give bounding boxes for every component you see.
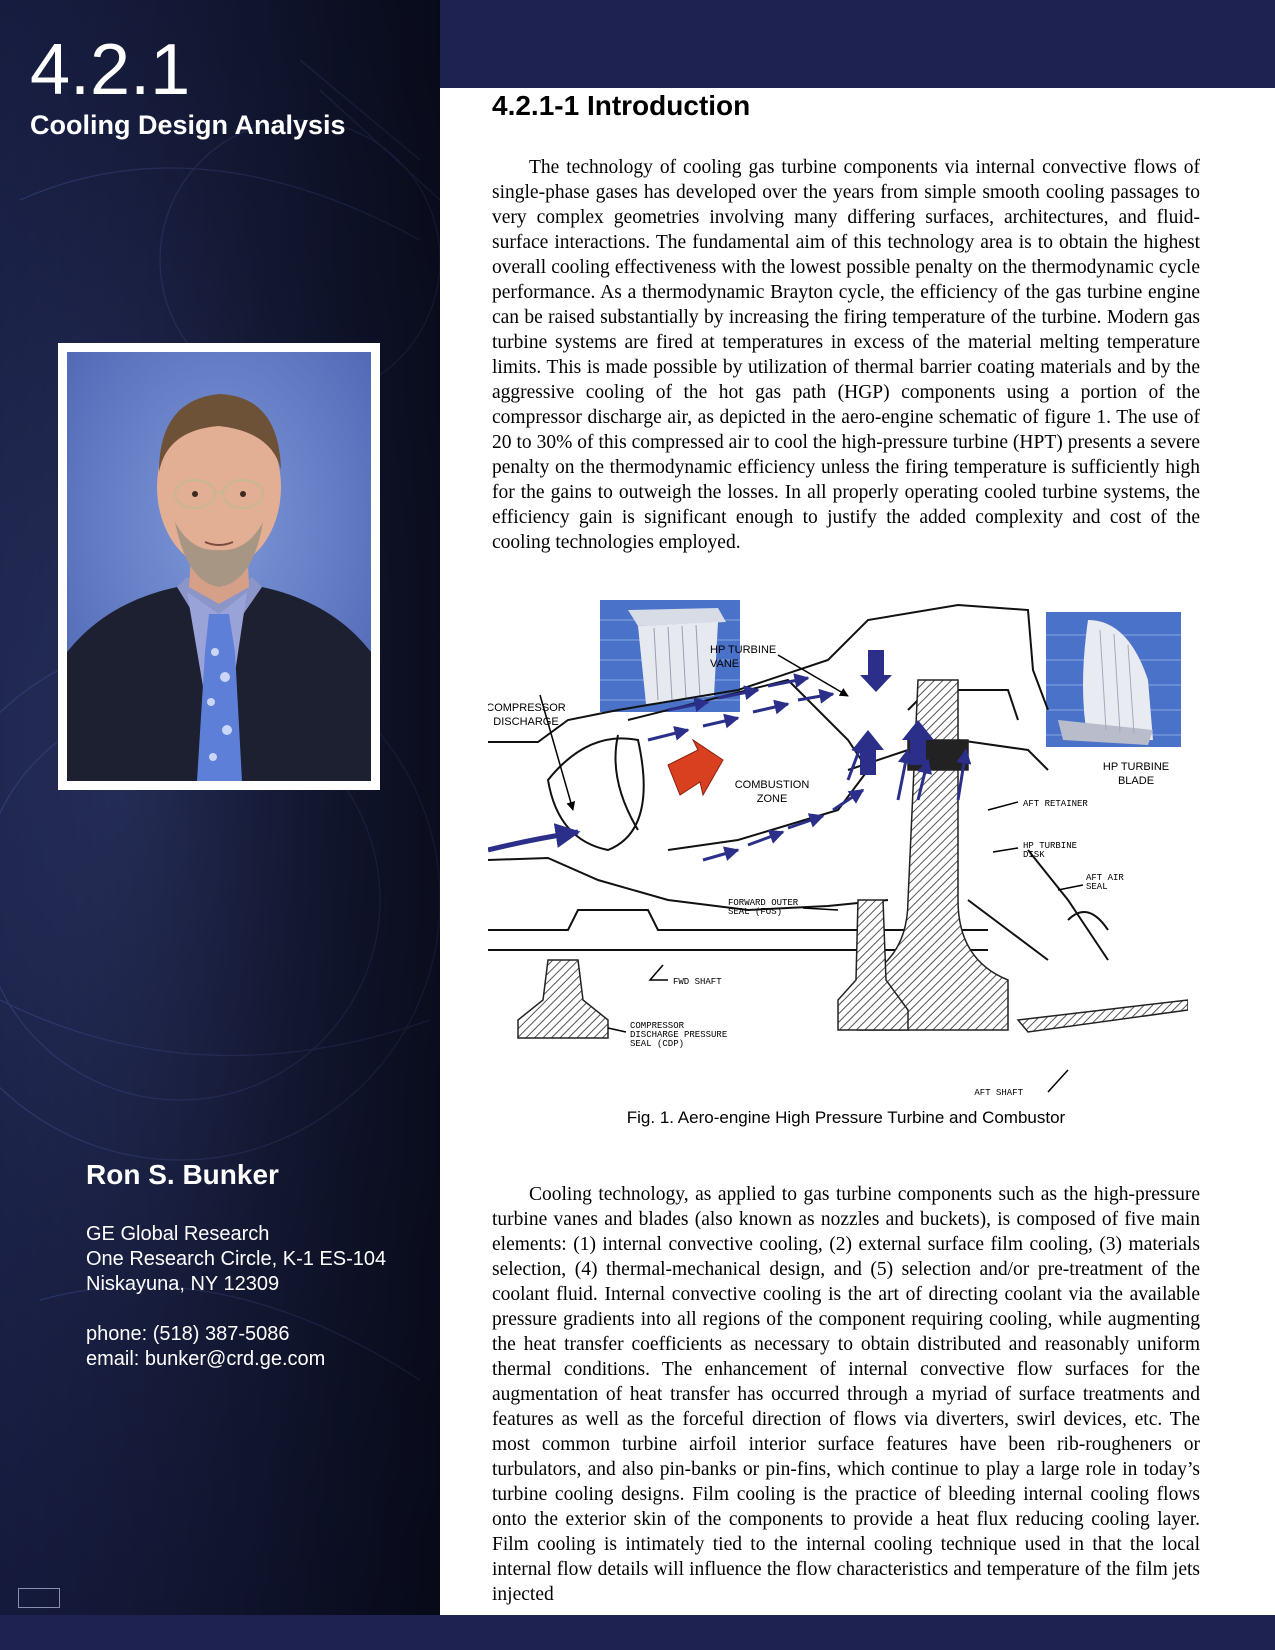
section-number: 4.2.1 bbox=[30, 30, 191, 110]
svg-text:COMPRESSOR: COMPRESSOR bbox=[630, 1021, 685, 1031]
organization: GE Global Research bbox=[86, 1223, 270, 1245]
svg-text:SEAL (FOS): SEAL (FOS) bbox=[728, 907, 783, 917]
vane-photo-inset bbox=[600, 600, 740, 712]
svg-text:FORWARD OUTER: FORWARD OUTER bbox=[728, 898, 799, 908]
svg-text:BLADE: BLADE bbox=[1117, 775, 1155, 787]
svg-text:AFT RETAINER: AFT RETAINER bbox=[1023, 799, 1088, 809]
author-photo bbox=[67, 352, 371, 781]
author-photo-frame bbox=[58, 343, 380, 790]
phone-number: phone: (518) 387-5086 bbox=[86, 1323, 290, 1345]
svg-text:AFT SHAFT: AFT SHAFT bbox=[974, 1088, 1023, 1098]
svg-text:SEAL: SEAL bbox=[1086, 882, 1108, 892]
combustion-arrow bbox=[668, 740, 723, 795]
address-line-1: One Research Circle, K-1 ES-104 bbox=[86, 1248, 387, 1270]
bottom-band bbox=[0, 1615, 1275, 1650]
svg-text:VANE: VANE bbox=[710, 658, 740, 670]
top-band bbox=[440, 0, 1275, 88]
engine-schematic-figure bbox=[488, 600, 1188, 1100]
sidebar-decoration bbox=[0, 0, 460, 1650]
author-contact bbox=[86, 1222, 386, 1372]
svg-text:FWD SHAFT: FWD SHAFT bbox=[673, 977, 722, 987]
email-address: email: bunker@crd.ge.com bbox=[86, 1348, 326, 1370]
address-line-2: Niskayuna, NY 12309 bbox=[86, 1273, 280, 1295]
svg-text:HP TURBINE: HP TURBINE bbox=[1102, 761, 1170, 773]
author-name: Ron S. Bunker bbox=[86, 1159, 279, 1190]
svg-text:SEAL (CDP): SEAL (CDP) bbox=[630, 1039, 685, 1049]
svg-text:HP TURBINE: HP TURBINE bbox=[1023, 841, 1078, 851]
svg-text:ZONE: ZONE bbox=[756, 793, 788, 805]
sidebar-panel bbox=[0, 0, 460, 1650]
section-heading: 4.2.1-1 Introduction bbox=[492, 90, 751, 121]
svg-text:COMBUSTION: COMBUSTION bbox=[734, 779, 810, 791]
svg-text:COMPRESSOR: COMPRESSOR bbox=[488, 702, 566, 714]
intro-paragraph-1: The technology of cooling gas turbine components via internal convective flows of single-phase gases has developed over the years from simple smooth cooling passages to very complex geometries involving many differing surfaces, architectures, and fluid-surface interactions. The fundamental aim of this technology area is to obtain the highest overall cooling effectiveness with the lowest possible penalty on the thermodynamic cycle performance. As a thermodynamic Brayton cycle, the efficiency of the gas turbine engine can be raised substantially by increasing the firing temperature of the turbine. Modern gas turbine systems are fired at temperatures in excess of the material melting temperature limits. This is made possible by utilization of thermal barrier coating materials and by the aggressive cooling of the hot gas path (HGP) components using a portion of the compressor discharge air, as depicted in the aero-engine schematic of figure 1. The use of 20 to 30% of this compressed air to cool the high-pressure turbine (HPT) presents a severe penalty on the thermodynamic efficiency unless the firing temperature is sufficiently high for the gains to outweigh the losses. In all properly operating cooled turbine systems, the efficiency gain is significant enough to justify the added complexity and cost of the cooling technologies employed. bbox=[492, 157, 1200, 553]
svg-text:AFT AIR: AFT AIR bbox=[1086, 873, 1124, 883]
svg-text:HP TURBINE: HP TURBINE bbox=[710, 644, 777, 656]
figure-caption: Fig. 1. Aero-engine High Pressure Turbine and Combustor bbox=[626, 1108, 1066, 1127]
section-title: Cooling Design Analysis bbox=[30, 110, 346, 140]
svg-text:DISCHARGE PRESSURE: DISCHARGE PRESSURE bbox=[630, 1030, 728, 1040]
svg-text:DISK: DISK bbox=[1023, 850, 1045, 860]
blade-photo-inset bbox=[1046, 612, 1181, 747]
intro-paragraph-2: Cooling technology, as applied to gas turbine components such as the high-pressure turbine vanes and blades (also known as nozzles and buckets), is composed of five main elements: (1) internal convective cooling, (2) external surface film cooling, (3) materials selection, (4) thermal-mechanical design, and (5) selection and/or pre-treatment of the coolant fluid. Internal convective cooling is the art of directing coolant via the available pressure gradients into all regions of the component requiring cooling, while augmenting the heat transfer coefficients as necessary to obtain distributed and reasonably uniform thermal conditions. The enhancement of internal convective flow surfaces for the augmentation of heat transfer has occurred through a myriad of surface treatments and features as well as the forceful direction of flows via diverters, swirl devices, etc. The most common turbine airfoil interior surface features have been rib-rougheners or turbulators, and also pin-banks or pin-fins, which continue to play a large role in today’s turbine cooling designs. Film cooling is the practice of bleeding internal cooling flows onto the exterior skin of the components to provide a heat flux reducing cooling layer. Film cooling is intimately tied to the internal cooling technique used in that the local internal flow details will influence the flow characteristics and temperature of the film jets injected bbox=[492, 1184, 1200, 1605]
page-marker-box bbox=[18, 1588, 60, 1608]
svg-text:DISCHARGE: DISCHARGE bbox=[493, 716, 559, 728]
